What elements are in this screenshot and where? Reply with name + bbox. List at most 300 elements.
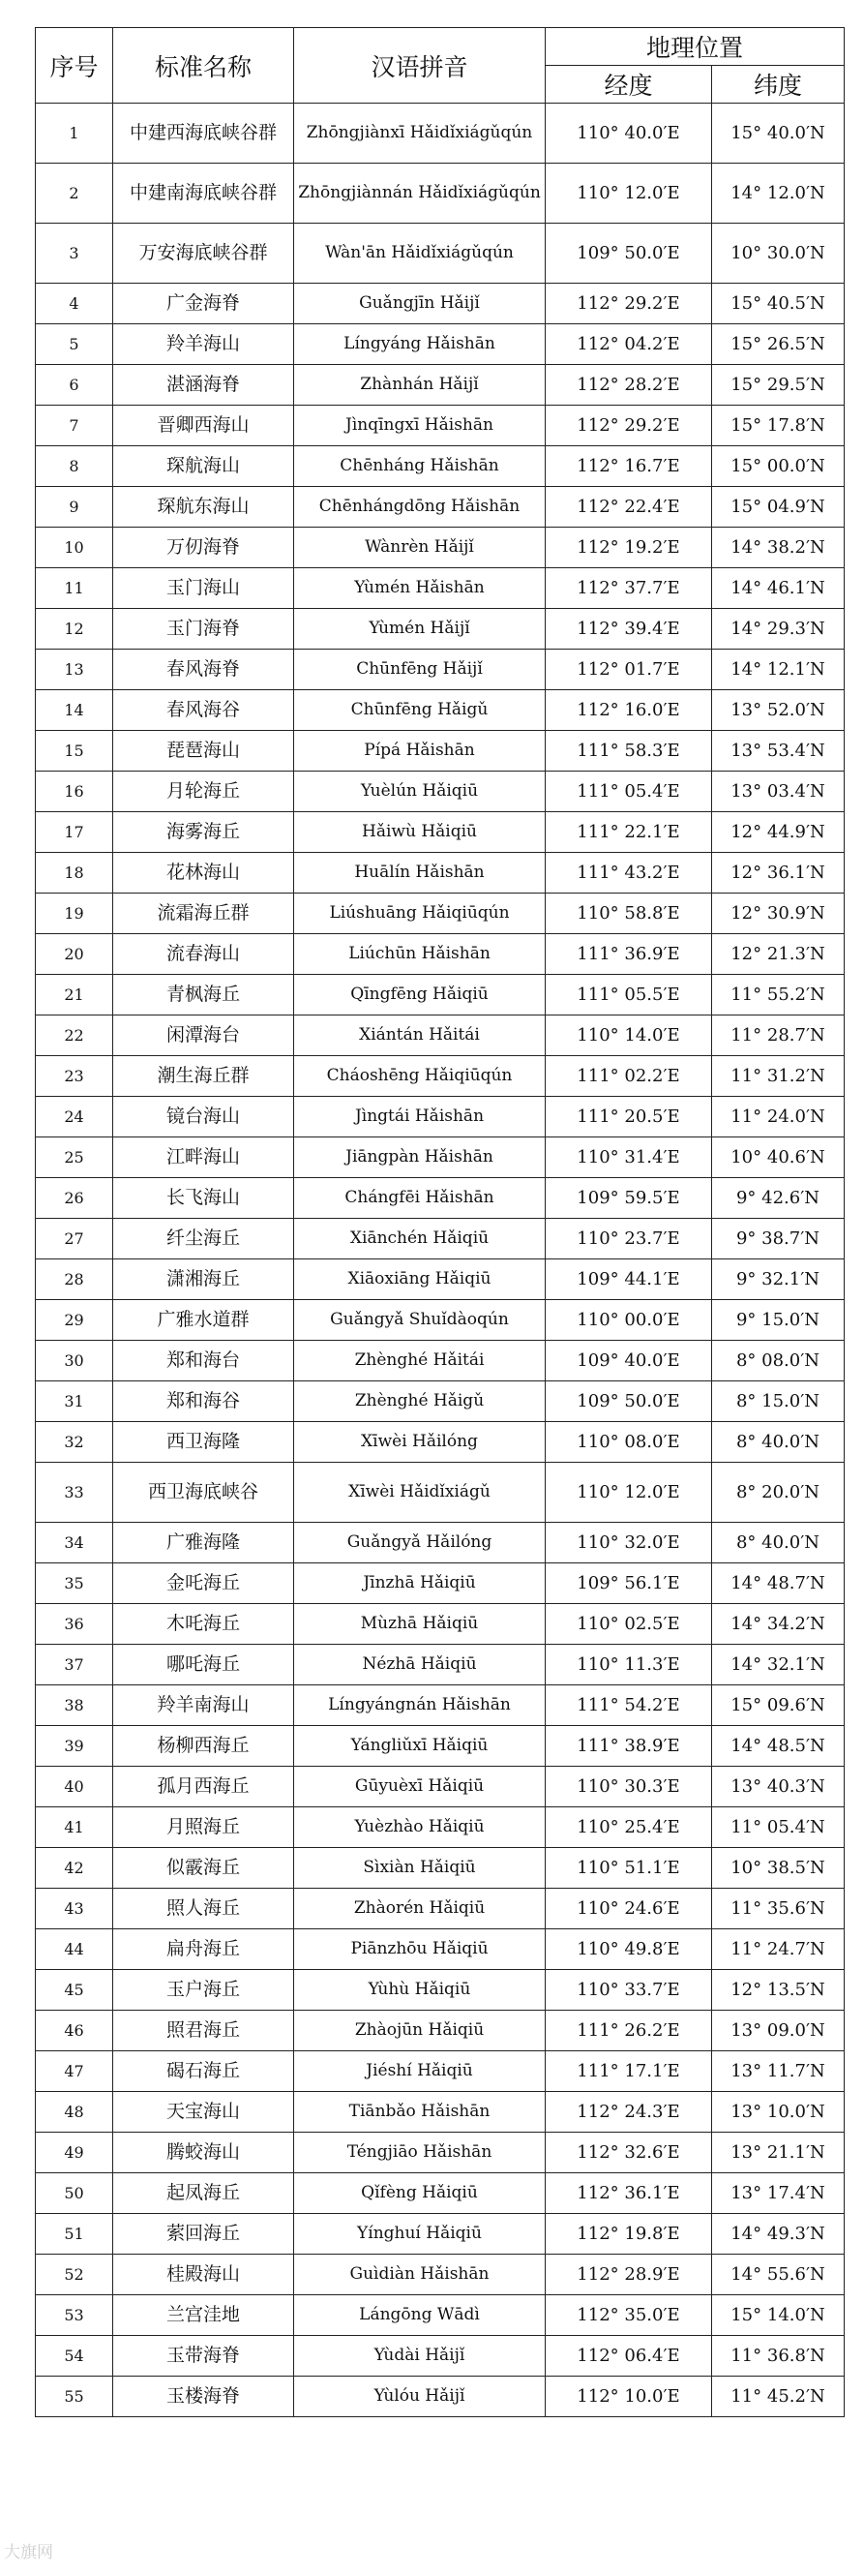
seq-cell: 35 [36, 1563, 113, 1604]
seq-cell: 52 [36, 2255, 113, 2295]
seq-cell: 51 [36, 2214, 113, 2255]
longitude-cell: 111° 36.9′E [546, 934, 712, 975]
seq-cell: 22 [36, 1015, 113, 1056]
name-cell: 海雾海丘 [113, 812, 294, 853]
table-row [36, 104, 845, 164]
table-row [36, 1848, 845, 1889]
table-row [36, 609, 845, 650]
name-cell: 金吒海丘 [113, 1563, 294, 1604]
pinyin-cell: Guǎngyǎ Hǎilóng [294, 1523, 546, 1563]
seq-cell: 36 [36, 1604, 113, 1645]
longitude-cell: 112° 35.0′E [546, 2295, 712, 2336]
pinyin-cell: Zhàorén Hǎiqiū [294, 1889, 546, 1929]
name-cell: 花林海山 [113, 853, 294, 894]
seq-cell: 32 [36, 1422, 113, 1463]
longitude-cell: 112° 28.2′E [546, 365, 712, 406]
longitude-cell: 112° 10.0′E [546, 2377, 712, 2417]
table-row [36, 528, 845, 568]
name-cell: 琛航海山 [113, 446, 294, 487]
name-cell: 碣石海丘 [113, 2051, 294, 2092]
longitude-cell: 111° 38.9′E [546, 1726, 712, 1767]
pinyin-cell: Qǐfèng Hǎiqiū [294, 2173, 546, 2214]
pinyin-cell: Cháoshēng Hǎiqiūqún [294, 1056, 546, 1097]
name-cell: 长飞海山 [113, 1178, 294, 1219]
longitude-cell: 112° 29.2′E [546, 406, 712, 446]
table-row [36, 1563, 845, 1604]
pinyin-cell: Gūyuèxī Hǎiqiū [294, 1767, 546, 1807]
latitude-cell: 13° 09.0′N [712, 2011, 845, 2051]
seq-cell: 5 [36, 324, 113, 365]
pinyin-cell: Yùlóu Hǎijǐ [294, 2377, 546, 2417]
longitude-cell: 110° 32.0′E [546, 1523, 712, 1563]
seq-cell: 25 [36, 1137, 113, 1178]
pinyin-cell: Zhènghé Hǎigǔ [294, 1381, 546, 1422]
latitude-cell: 15° 14.0′N [712, 2295, 845, 2336]
seq-cell: 28 [36, 1259, 113, 1300]
table-row [36, 365, 845, 406]
name-cell: 哪吒海丘 [113, 1645, 294, 1685]
seq-cell: 15 [36, 731, 113, 772]
pinyin-cell: Wàn'ān Hǎidǐxiágǔqún [294, 224, 546, 284]
table-row [36, 2336, 845, 2377]
seq-cell: 31 [36, 1381, 113, 1422]
table-row [36, 1929, 845, 1970]
latitude-cell: 14° 55.6′N [712, 2255, 845, 2295]
seq-cell: 55 [36, 2377, 113, 2417]
name-cell: 杨柳西海丘 [113, 1726, 294, 1767]
longitude-cell: 110° 51.1′E [546, 1848, 712, 1889]
longitude-cell: 110° 02.5′E [546, 1604, 712, 1645]
table-body [36, 104, 845, 2417]
pinyin-cell: Yuèlún Hǎiqiū [294, 772, 546, 812]
table-row [36, 1178, 845, 1219]
table-row [36, 2011, 845, 2051]
pinyin-cell: Liúshuāng Hǎiqiūqún [294, 894, 546, 934]
pinyin-cell: Pípá Hǎishān [294, 731, 546, 772]
pinyin-cell: Qīngfēng Hǎiqiū [294, 975, 546, 1015]
longitude-cell: 110° 08.0′E [546, 1422, 712, 1463]
table-row [36, 1807, 845, 1848]
latitude-cell: 10° 40.6′N [712, 1137, 845, 1178]
longitude-cell: 110° 11.3′E [546, 1645, 712, 1685]
longitude-cell: 110° 00.0′E [546, 1300, 712, 1341]
longitude-cell: 109° 50.0′E [546, 1381, 712, 1422]
table-row [36, 894, 845, 934]
pinyin-cell: Xiántán Hǎitái [294, 1015, 546, 1056]
name-cell: 琵琶海山 [113, 731, 294, 772]
pinyin-cell: Tiānbǎo Hǎishān [294, 2092, 546, 2133]
pinyin-cell: Lángōng Wādì [294, 2295, 546, 2336]
name-cell: 桂殿海山 [113, 2255, 294, 2295]
name-cell: 腾蛟海山 [113, 2133, 294, 2173]
seq-cell: 53 [36, 2295, 113, 2336]
pinyin-cell: Língyángnán Hǎishān [294, 1685, 546, 1726]
latitude-cell: 9° 42.6′N [712, 1178, 845, 1219]
header-pinyin: 汉语拼音 [294, 28, 546, 104]
name-cell: 郑和海台 [113, 1341, 294, 1381]
pinyin-cell: Zhàojūn Hǎiqiū [294, 2011, 546, 2051]
table-row [36, 1523, 845, 1563]
table-row [36, 487, 845, 528]
latitude-cell: 12° 44.9′N [712, 812, 845, 853]
pinyin-cell: Wànrèn Hǎijǐ [294, 528, 546, 568]
pinyin-cell: Mùzhā Hǎiqiū [294, 1604, 546, 1645]
name-cell: 中建西海底峡谷群 [113, 104, 294, 164]
pinyin-cell: Xīwèi Hǎilóng [294, 1422, 546, 1463]
latitude-cell: 15° 29.5′N [712, 365, 845, 406]
longitude-cell: 109° 44.1′E [546, 1259, 712, 1300]
longitude-cell: 110° 40.0′E [546, 104, 712, 164]
watermark [4, 2538, 139, 2567]
latitude-cell: 13° 03.4′N [712, 772, 845, 812]
seq-cell: 26 [36, 1178, 113, 1219]
table-row [36, 1300, 845, 1341]
longitude-cell: 110° 24.6′E [546, 1889, 712, 1929]
longitude-cell: 111° 02.2′E [546, 1056, 712, 1097]
latitude-cell: 12° 21.3′N [712, 934, 845, 975]
table-row [36, 2133, 845, 2173]
longitude-cell: 110° 23.7′E [546, 1219, 712, 1259]
seq-cell: 20 [36, 934, 113, 975]
table-row [36, 853, 845, 894]
longitude-cell: 109° 40.0′E [546, 1341, 712, 1381]
name-cell: 西卫海隆 [113, 1422, 294, 1463]
longitude-cell: 112° 04.2′E [546, 324, 712, 365]
longitude-cell: 110° 12.0′E [546, 164, 712, 224]
table-row [36, 2377, 845, 2417]
seq-cell: 11 [36, 568, 113, 609]
longitude-cell: 112° 28.9′E [546, 2255, 712, 2295]
name-cell: 潮生海丘群 [113, 1056, 294, 1097]
name-cell: 闲潭海台 [113, 1015, 294, 1056]
name-cell: 玉楼海脊 [113, 2377, 294, 2417]
pinyin-cell: Guìdiàn Hǎishān [294, 2255, 546, 2295]
latitude-cell: 13° 40.3′N [712, 1767, 845, 1807]
seq-cell: 24 [36, 1097, 113, 1137]
name-cell: 流春海山 [113, 934, 294, 975]
table-row [36, 1259, 845, 1300]
table-row [36, 934, 845, 975]
name-cell: 兰宫洼地 [113, 2295, 294, 2336]
table-row [36, 2092, 845, 2133]
name-cell: 晋卿西海山 [113, 406, 294, 446]
table-row [36, 446, 845, 487]
latitude-cell: 14° 48.5′N [712, 1726, 845, 1767]
pinyin-cell: Jiāngpàn Hǎishān [294, 1137, 546, 1178]
name-cell: 照君海丘 [113, 2011, 294, 2051]
latitude-cell: 11° 05.4′N [712, 1807, 845, 1848]
seq-cell: 41 [36, 1807, 113, 1848]
name-cell: 春风海脊 [113, 650, 294, 690]
pinyin-cell: Yùdài Hǎijǐ [294, 2336, 546, 2377]
pinyin-cell: Zhōngjiànxī Hǎidǐxiágǔqún [294, 104, 546, 164]
pinyin-cell: Guǎngyǎ Shuǐdàoqún [294, 1300, 546, 1341]
document [35, 27, 844, 2417]
table-row [36, 2173, 845, 2214]
name-cell: 广雅水道群 [113, 1300, 294, 1341]
longitude-cell: 112° 37.7′E [546, 568, 712, 609]
longitude-cell: 111° 43.2′E [546, 853, 712, 894]
seq-cell: 54 [36, 2336, 113, 2377]
latitude-cell: 14° 46.1′N [712, 568, 845, 609]
table-row [36, 164, 845, 224]
longitude-cell: 112° 19.2′E [546, 528, 712, 568]
pinyin-cell: Xiāoxiāng Hǎiqiū [294, 1259, 546, 1300]
longitude-cell: 112° 36.1′E [546, 2173, 712, 2214]
name-cell: 春风海谷 [113, 690, 294, 731]
pinyin-cell: Yùhù Hǎiqiū [294, 1970, 546, 2011]
pinyin-cell: Nézhā Hǎiqiū [294, 1645, 546, 1685]
latitude-cell: 14° 34.2′N [712, 1604, 845, 1645]
pinyin-cell: Liúchūn Hǎishān [294, 934, 546, 975]
pinyin-cell: Jīnzhā Hǎiqiū [294, 1563, 546, 1604]
seq-cell: 42 [36, 1848, 113, 1889]
seq-cell: 8 [36, 446, 113, 487]
header-longitude: 经度 [546, 66, 712, 104]
longitude-cell: 112° 39.4′E [546, 609, 712, 650]
name-cell: 照人海丘 [113, 1889, 294, 1929]
name-cell: 万安海底峡谷群 [113, 224, 294, 284]
table-row [36, 1645, 845, 1685]
table-row [36, 1463, 845, 1523]
name-cell: 羚羊南海山 [113, 1685, 294, 1726]
seq-cell: 3 [36, 224, 113, 284]
name-cell: 似霰海丘 [113, 1848, 294, 1889]
table-row [36, 324, 845, 365]
name-cell: 玉门海山 [113, 568, 294, 609]
seq-cell: 34 [36, 1523, 113, 1563]
pinyin-cell: Xiānchén Hǎiqiū [294, 1219, 546, 1259]
header-latitude: 纬度 [712, 66, 845, 104]
seq-cell: 27 [36, 1219, 113, 1259]
pinyin-cell: Yángliǔxī Hǎiqiū [294, 1726, 546, 1767]
seq-cell: 44 [36, 1929, 113, 1970]
pinyin-cell: Jìngtái Hǎishān [294, 1097, 546, 1137]
name-cell: 郑和海谷 [113, 1381, 294, 1422]
latitude-cell: 15° 00.0′N [712, 446, 845, 487]
name-cell: 广金海脊 [113, 284, 294, 324]
latitude-cell: 13° 21.1′N [712, 2133, 845, 2173]
seq-cell: 9 [36, 487, 113, 528]
pinyin-cell: Jìnqīngxī Hǎishān [294, 406, 546, 446]
table-row [36, 1889, 845, 1929]
pinyin-cell: Yínghuí Hǎiqiū [294, 2214, 546, 2255]
name-cell: 羚羊海山 [113, 324, 294, 365]
seq-cell: 38 [36, 1685, 113, 1726]
header-name: 标准名称 [113, 28, 294, 104]
name-cell: 潇湘海丘 [113, 1259, 294, 1300]
table-row [36, 224, 845, 284]
seq-cell: 1 [36, 104, 113, 164]
table-row [36, 772, 845, 812]
latitude-cell: 13° 53.4′N [712, 731, 845, 772]
latitude-cell: 9° 38.7′N [712, 1219, 845, 1259]
seq-cell: 7 [36, 406, 113, 446]
table-row [36, 1767, 845, 1807]
seq-cell: 39 [36, 1726, 113, 1767]
latitude-cell: 13° 17.4′N [712, 2173, 845, 2214]
latitude-cell: 14° 48.7′N [712, 1563, 845, 1604]
seq-cell: 33 [36, 1463, 113, 1523]
seq-cell: 45 [36, 1970, 113, 2011]
longitude-cell: 112° 16.7′E [546, 446, 712, 487]
latitude-cell: 15° 04.9′N [712, 487, 845, 528]
latitude-cell: 15° 09.6′N [712, 1685, 845, 1726]
seq-cell: 46 [36, 2011, 113, 2051]
latitude-cell: 11° 36.8′N [712, 2336, 845, 2377]
pinyin-cell: Sìxiàn Hǎiqiū [294, 1848, 546, 1889]
latitude-cell: 11° 31.2′N [712, 1056, 845, 1097]
pinyin-cell: Guǎngjīn Hǎijǐ [294, 284, 546, 324]
pinyin-cell: Língyáng Hǎishān [294, 324, 546, 365]
latitude-cell: 8° 40.0′N [712, 1523, 845, 1563]
longitude-cell: 111° 54.2′E [546, 1685, 712, 1726]
pinyin-cell: Zhànhán Hǎijǐ [294, 365, 546, 406]
name-cell: 天宝海山 [113, 2092, 294, 2133]
seq-cell: 2 [36, 164, 113, 224]
latitude-cell: 14° 12.1′N [712, 650, 845, 690]
latitude-cell: 15° 40.0′N [712, 104, 845, 164]
name-cell: 玉门海脊 [113, 609, 294, 650]
seq-cell: 4 [36, 284, 113, 324]
pinyin-cell: Yùmén Hǎishān [294, 568, 546, 609]
seq-cell: 13 [36, 650, 113, 690]
table-row [36, 1604, 845, 1645]
pinyin-cell: Téngjiāo Hǎishān [294, 2133, 546, 2173]
latitude-cell: 10° 38.5′N [712, 1848, 845, 1889]
table-row [36, 1219, 845, 1259]
pinyin-cell: Chūnfēng Hǎijǐ [294, 650, 546, 690]
latitude-cell: 15° 26.5′N [712, 324, 845, 365]
longitude-cell: 111° 26.2′E [546, 2011, 712, 2051]
table-row [36, 975, 845, 1015]
pinyin-cell: Chūnfēng Hǎigǔ [294, 690, 546, 731]
name-cell: 月轮海丘 [113, 772, 294, 812]
latitude-cell: 14° 32.1′N [712, 1645, 845, 1685]
latitude-cell: 14° 38.2′N [712, 528, 845, 568]
longitude-cell: 112° 19.8′E [546, 2214, 712, 2255]
name-cell: 玉带海脊 [113, 2336, 294, 2377]
longitude-cell: 112° 06.4′E [546, 2336, 712, 2377]
seq-cell: 23 [36, 1056, 113, 1097]
pinyin-cell: Piānzhōu Hǎiqiū [294, 1929, 546, 1970]
seq-cell: 19 [36, 894, 113, 934]
table-row [36, 2295, 845, 2336]
latitude-cell: 8° 08.0′N [712, 1341, 845, 1381]
table-row [36, 2255, 845, 2295]
watermark-text: 大旗网 [4, 2543, 53, 2562]
seq-cell: 30 [36, 1341, 113, 1381]
name-cell: 中建南海底峡谷群 [113, 164, 294, 224]
longitude-cell: 112° 29.2′E [546, 284, 712, 324]
longitude-cell: 112° 22.4′E [546, 487, 712, 528]
table-row [36, 2051, 845, 2092]
name-cell: 扁舟海丘 [113, 1929, 294, 1970]
name-cell: 广雅海隆 [113, 1523, 294, 1563]
latitude-cell: 8° 20.0′N [712, 1463, 845, 1523]
latitude-cell: 11° 45.2′N [712, 2377, 845, 2417]
pinyin-cell: Huālín Hǎishān [294, 853, 546, 894]
latitude-cell: 11° 28.7′N [712, 1015, 845, 1056]
longitude-cell: 110° 30.3′E [546, 1767, 712, 1807]
longitude-cell: 110° 49.8′E [546, 1929, 712, 1970]
name-cell: 玉户海丘 [113, 1970, 294, 2011]
pinyin-cell: Hǎiwù Hǎiqiū [294, 812, 546, 853]
longitude-cell: 109° 59.5′E [546, 1178, 712, 1219]
seafloor-names-table [35, 27, 845, 2417]
name-cell: 琛航东海山 [113, 487, 294, 528]
latitude-cell: 11° 55.2′N [712, 975, 845, 1015]
seq-cell: 21 [36, 975, 113, 1015]
pinyin-cell: Jiéshí Hǎiqiū [294, 2051, 546, 2092]
longitude-cell: 111° 05.4′E [546, 772, 712, 812]
name-cell: 镜台海山 [113, 1097, 294, 1137]
table-row [36, 731, 845, 772]
table-row [36, 1381, 845, 1422]
table-row [36, 284, 845, 324]
latitude-cell: 12° 36.1′N [712, 853, 845, 894]
table-row [36, 1056, 845, 1097]
seq-cell: 47 [36, 2051, 113, 2092]
name-cell: 湛涵海脊 [113, 365, 294, 406]
latitude-cell: 11° 24.0′N [712, 1097, 845, 1137]
name-cell: 萦回海丘 [113, 2214, 294, 2255]
latitude-cell: 9° 15.0′N [712, 1300, 845, 1341]
longitude-cell: 110° 33.7′E [546, 1970, 712, 2011]
seq-cell: 40 [36, 1767, 113, 1807]
longitude-cell: 110° 31.4′E [546, 1137, 712, 1178]
longitude-cell: 110° 14.0′E [546, 1015, 712, 1056]
longitude-cell: 110° 25.4′E [546, 1807, 712, 1848]
table-row [36, 406, 845, 446]
name-cell: 流霜海丘群 [113, 894, 294, 934]
longitude-cell: 112° 32.6′E [546, 2133, 712, 2173]
pinyin-cell: Chēnhángdōng Hǎishān [294, 487, 546, 528]
latitude-cell: 13° 11.7′N [712, 2051, 845, 2092]
longitude-cell: 112° 24.3′E [546, 2092, 712, 2133]
pinyin-cell: Zhōngjiànnán Hǎidǐxiágǔqún [294, 164, 546, 224]
latitude-cell: 15° 40.5′N [712, 284, 845, 324]
latitude-cell: 9° 32.1′N [712, 1259, 845, 1300]
name-cell: 月照海丘 [113, 1807, 294, 1848]
latitude-cell: 8° 15.0′N [712, 1381, 845, 1422]
latitude-cell: 14° 49.3′N [712, 2214, 845, 2255]
pinyin-cell: Zhènghé Hǎitái [294, 1341, 546, 1381]
latitude-cell: 11° 24.7′N [712, 1929, 845, 1970]
seq-cell: 43 [36, 1889, 113, 1929]
name-cell: 纤尘海丘 [113, 1219, 294, 1259]
table-row [36, 1685, 845, 1726]
header-location: 地理位置 [546, 28, 845, 66]
seq-cell: 48 [36, 2092, 113, 2133]
longitude-cell: 111° 58.3′E [546, 731, 712, 772]
pinyin-cell: Chēnháng Hǎishān [294, 446, 546, 487]
name-cell: 孤月西海丘 [113, 1767, 294, 1807]
latitude-cell: 14° 29.3′N [712, 609, 845, 650]
seq-cell: 6 [36, 365, 113, 406]
table-row [36, 812, 845, 853]
table-row [36, 650, 845, 690]
name-cell: 江畔海山 [113, 1137, 294, 1178]
latitude-cell: 11° 35.6′N [712, 1889, 845, 1929]
seq-cell: 16 [36, 772, 113, 812]
latitude-cell: 12° 13.5′N [712, 1970, 845, 2011]
latitude-cell: 14° 12.0′N [712, 164, 845, 224]
longitude-cell: 111° 05.5′E [546, 975, 712, 1015]
latitude-cell: 12° 30.9′N [712, 894, 845, 934]
longitude-cell: 109° 56.1′E [546, 1563, 712, 1604]
seq-cell: 17 [36, 812, 113, 853]
